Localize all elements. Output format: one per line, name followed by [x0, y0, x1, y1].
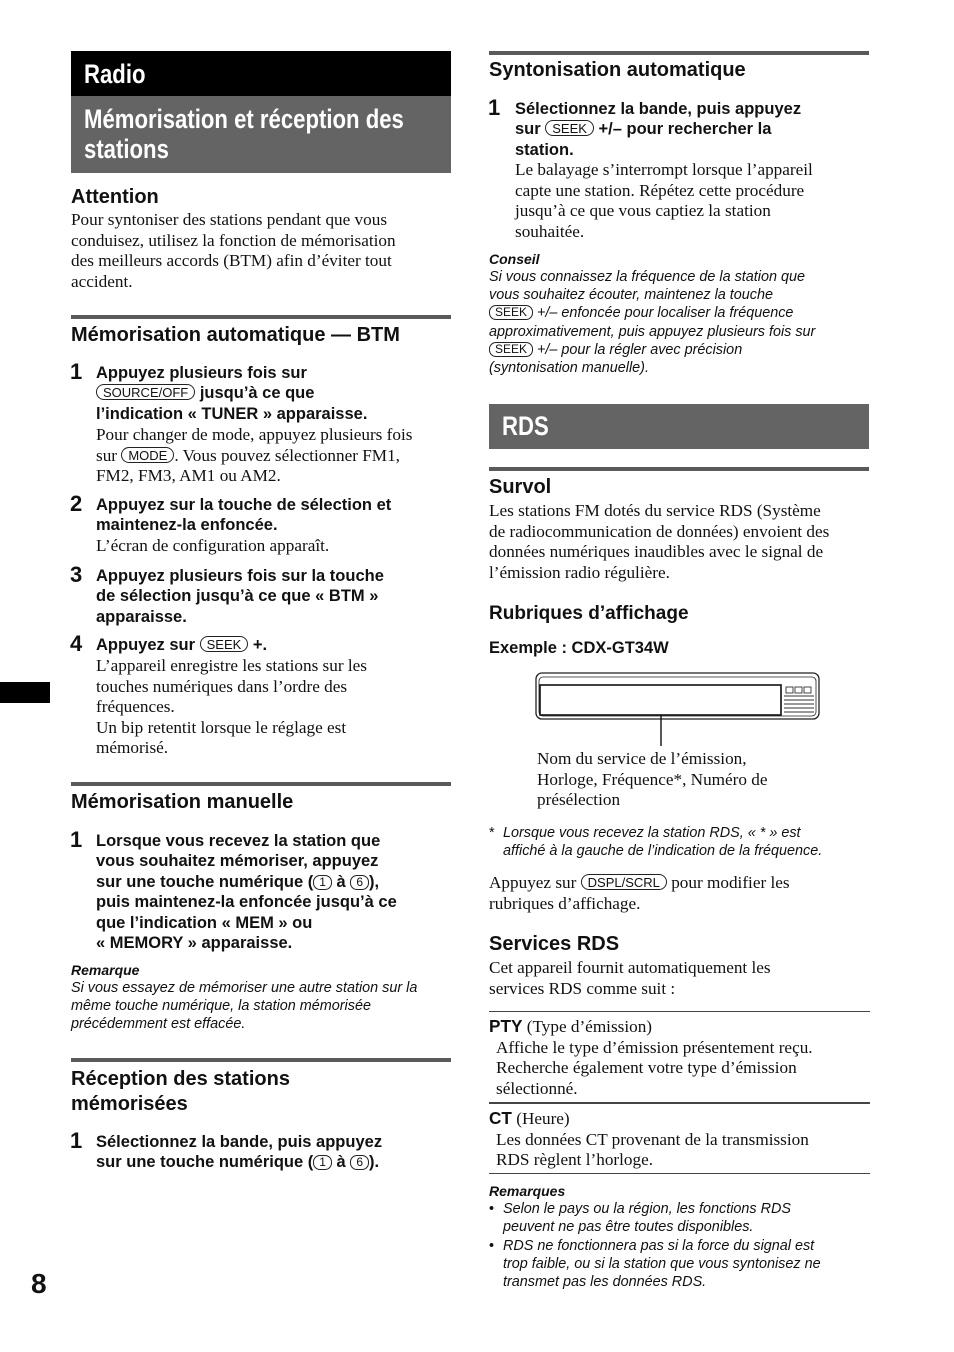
- text-line: rubriques d’affichage.: [489, 893, 641, 913]
- text-fragment: sur: [96, 445, 122, 465]
- text-line: Si vous essayez de mémoriser une autre station sur la: [71, 980, 418, 996]
- table-rule: [489, 1173, 870, 1174]
- text-line: l’émission radio régulière.: [489, 562, 670, 582]
- section-rule: [489, 467, 869, 471]
- text-line: station.: [515, 140, 574, 159]
- manual-step1-instruction: [96, 831, 456, 953]
- text-fragment: Appuyez sur: [489, 873, 581, 892]
- text-line: Sélectionnez la bande, puis appuyez: [96, 1133, 383, 1151]
- text-fragment: +/– pour la régler avec précision: [533, 341, 743, 358]
- display-caption: [537, 749, 867, 811]
- preset-6-key: 6: [350, 875, 369, 890]
- text-line: RDS ne fonctionnera pas si la force du signal est: [503, 1238, 815, 1254]
- attention-title: Attention: [71, 186, 159, 208]
- text-line: précédemment est effacée.: [71, 1016, 246, 1033]
- text-line: souhaitée.: [515, 221, 585, 241]
- radio-header-title: Radio: [84, 59, 146, 89]
- text-line: [96, 1152, 456, 1172]
- text-fragment: jusqu’à ce que: [195, 384, 315, 403]
- text-line: [96, 872, 456, 892]
- service-paren: (Type d’émission): [522, 1017, 653, 1036]
- text-line: Pour changer de mode, appuyez plusieurs fois: [96, 425, 413, 444]
- seek-key: SEEK: [545, 120, 594, 136]
- text-line: que l’indication « MEM » ou: [96, 913, 313, 932]
- text-line: sélectionné.: [496, 1078, 578, 1098]
- text-line: même touche numérique, la station mémorisée: [71, 998, 371, 1015]
- text-line: Horloge, Fréquence*, Numéro de: [537, 769, 768, 789]
- table-rule: [489, 1102, 870, 1104]
- text-line: Sélectionnez la bande, puis appuyez: [515, 100, 802, 118]
- manual-title: Mémorisation manuelle: [71, 791, 294, 813]
- text-line: FM2, FM3, AM1 ou AM2.: [96, 466, 281, 486]
- section-rule: [71, 782, 451, 786]
- section-rule: [71, 1058, 451, 1062]
- text-line: Lorsque vous recevez la station que: [96, 832, 381, 850]
- text-line: Appuyez plusieurs fois sur: [96, 364, 307, 382]
- text-line: trop faible, ou si la station que vous syntonisez ne: [503, 1256, 821, 1273]
- remarks-title: Remarques: [489, 1183, 566, 1199]
- seek-key: SEEK: [489, 342, 533, 357]
- btm-step2-detail: [96, 536, 456, 557]
- text-line: services RDS comme suit :: [489, 978, 676, 998]
- text-line: [515, 119, 875, 139]
- page-edge-tab: [0, 682, 50, 703]
- page-number: 8: [31, 1268, 47, 1299]
- text-line: capte une station. Répétez cette procédure: [515, 180, 805, 200]
- text-line: [96, 446, 456, 467]
- step-number: 4: [70, 631, 83, 656]
- text-line: Appuyez sur la touche de sélection et: [96, 496, 392, 514]
- display-text-area: [540, 685, 781, 715]
- text-line: Un bip retentit lorsque le réglage est: [96, 717, 347, 737]
- title-line: mémorisées: [71, 1093, 188, 1115]
- rds-header-title: RDS: [502, 411, 549, 441]
- display-example-label: Exemple : CDX-GT34W: [489, 639, 669, 657]
- remark-bullet: •: [489, 1201, 495, 1217]
- text-line: conduisez, utilisez la fonction de mémorisation: [71, 230, 396, 250]
- text-line: fréquences.: [96, 697, 175, 717]
- text-fragment: ).: [369, 1153, 380, 1172]
- text-line: apparaisse.: [96, 607, 187, 626]
- text-line: vous souhaitez écouter, maintenez la touche: [489, 287, 773, 304]
- preset-1-key: 1: [313, 875, 332, 890]
- dspl-scrl-key: DSPL/SCRL: [581, 874, 667, 890]
- text-line: Le balayage s’interrompt lorsque l’appareil: [515, 160, 813, 179]
- auto-tuning-title: Syntonisation automatique: [489, 59, 746, 81]
- recall-title: [71, 1067, 290, 1117]
- step-number: 1: [70, 827, 83, 852]
- text-fragment: à: [331, 1153, 351, 1172]
- text-fragment: +/– enfoncée pour localiser la fréquence: [533, 305, 794, 322]
- text-line: Les données CT provenant de la transmission: [496, 1129, 809, 1149]
- text-line: Nom du service de l’émission,: [537, 749, 747, 768]
- section-header-line1: Mémorisation et réception des: [84, 104, 404, 134]
- text-line: peuvent ne pas être toutes disponibles.: [503, 1219, 754, 1236]
- text-line: jusqu’à ce que vous captiez la station: [515, 201, 771, 221]
- text-line: données numériques inaudibles avec le signal de: [489, 542, 824, 562]
- text-line: (syntonisation manuelle).: [489, 360, 649, 377]
- text-line: mémorisé.: [96, 738, 169, 758]
- text-fragment: sur: [515, 120, 546, 139]
- service-term: PTY: [489, 1016, 523, 1036]
- display-illustration: [535, 672, 822, 748]
- text-line: [96, 635, 456, 655]
- text-fragment: ),: [369, 872, 380, 891]
- preset-1-key: 1: [313, 1155, 332, 1170]
- rds-services-title: Services RDS: [489, 933, 620, 955]
- tip-title: Conseil: [489, 251, 540, 267]
- text-line: approximativement, puis appuyez plusieurs fois sur: [489, 323, 816, 340]
- text-line: Si vous connaissez la fréquence de la station que: [489, 269, 805, 285]
- text-line: transmet pas les données RDS.: [503, 1274, 707, 1291]
- text-fragment: pour modifier les: [666, 873, 790, 892]
- display-items-title: Rubriques d’affichage: [489, 603, 689, 624]
- text-line: présélection: [537, 790, 621, 810]
- text-line: de sélection jusqu’à ce que « BTM »: [96, 587, 379, 606]
- seek-key: SEEK: [489, 305, 533, 320]
- text-line: puis maintenez-la enfoncée jusqu’à ce: [96, 893, 397, 912]
- step-number: 1: [70, 359, 83, 384]
- text-line: [489, 304, 874, 322]
- text-line: Cet appareil fournit automatiquement les: [489, 958, 771, 977]
- text-line: vous souhaitez mémoriser, appuyez: [96, 852, 379, 871]
- service-term: CT: [489, 1108, 512, 1128]
- text-line: l’indication « TUNER » apparaisse.: [96, 404, 368, 423]
- text-fragment: sur une touche numérique (: [96, 1153, 314, 1172]
- step-number: 2: [70, 491, 83, 516]
- remark-text: [71, 979, 456, 1034]
- remark-bullet: •: [489, 1238, 495, 1254]
- tip-text: [489, 268, 874, 377]
- text-fragment: +.: [248, 636, 268, 654]
- text-line: de radiocommunication de données) envoient des: [489, 521, 830, 541]
- remark-item: [503, 1200, 873, 1236]
- overview-title: Survol: [489, 476, 552, 498]
- radio-header: [71, 51, 451, 96]
- auto-step1-detail: [515, 160, 875, 242]
- text-line: [489, 1108, 874, 1130]
- seek-key: SEEK: [200, 636, 249, 652]
- text-line: L’écran de configuration apparaît.: [96, 536, 330, 555]
- text-fragment: . Vous pouvez sélectionner FM1,: [174, 445, 400, 465]
- text-line: [489, 341, 874, 359]
- section-header-memorisation: [71, 96, 451, 173]
- text-line: accident.: [71, 271, 133, 291]
- step-number: 3: [70, 562, 83, 587]
- text-line: affiché à la gauche de l’indication de la fréquence.: [503, 843, 823, 860]
- remark-title: Remarque: [71, 962, 140, 978]
- text-line: des meilleurs accords (BTM) afin d’éviter tout: [71, 251, 392, 271]
- section-rule: [489, 51, 869, 55]
- recall-step1-instruction: [96, 1132, 456, 1173]
- source-off-key: SOURCE/OFF: [96, 384, 195, 400]
- mode-key: MODE: [121, 447, 174, 463]
- display-press-text: [489, 873, 874, 914]
- text-line: touches numériques dans l’ordre des: [96, 676, 348, 696]
- text-fragment: à: [331, 872, 351, 891]
- btm-step2-instruction: [96, 495, 456, 536]
- step-number: 1: [70, 1128, 83, 1153]
- remark-item: [503, 1237, 873, 1292]
- footnote-text: [503, 824, 873, 860]
- text-line: [489, 873, 874, 894]
- btm-title: Mémorisation automatique — BTM: [71, 324, 400, 346]
- text-line: Appuyez plusieurs fois sur la touche: [96, 567, 384, 585]
- text-line: L’appareil enregistre les stations sur les: [96, 656, 367, 675]
- text-fragment: sur une touche numérique (: [96, 872, 314, 891]
- title-line: Réception des stations: [71, 1068, 290, 1090]
- text-line: Les stations FM dotés du service RDS (Système: [489, 501, 821, 520]
- text-line: [489, 1016, 874, 1038]
- btm-step3-instruction: [96, 566, 456, 627]
- step-number: 1: [488, 95, 501, 120]
- service-paren: (Heure): [511, 1109, 570, 1128]
- text-line: [96, 383, 456, 403]
- btm-step4-instruction: [96, 635, 456, 655]
- section-header-line2: stations: [84, 134, 169, 164]
- text-fragment: +/– pour rechercher la: [593, 120, 772, 139]
- rds-header: [489, 404, 869, 449]
- text-line: « MEMORY » apparaisse.: [96, 934, 293, 953]
- text-line: maintenez-la enfoncée.: [96, 516, 278, 535]
- btm-step1-detail: [96, 425, 456, 487]
- section-rule: [71, 315, 451, 319]
- text-line: Selon le pays ou la région, les fonctions RDS: [503, 1201, 791, 1217]
- footnote-mark: *: [489, 825, 495, 841]
- text-line: Pour syntoniser des stations pendant que vous: [71, 210, 388, 229]
- rds-service-ct: [489, 1108, 874, 1171]
- text-line: Affiche le type d’émission présentement reçu.: [496, 1037, 813, 1057]
- rds-services-intro: [489, 958, 874, 999]
- text-line: Recherche également votre type d’émission: [496, 1058, 797, 1078]
- text-line: Lorsque vous recevez la station RDS, « * » est: [503, 825, 801, 841]
- overview-text: [489, 501, 874, 583]
- service-description: [489, 1038, 874, 1100]
- btm-step4-detail: [96, 656, 456, 759]
- auto-step1-instruction: [515, 99, 875, 160]
- table-rule: [489, 1011, 870, 1012]
- rds-service-pty: [489, 1016, 874, 1099]
- service-description: [489, 1130, 874, 1171]
- text-line: RDS règlent l’horloge.: [496, 1150, 654, 1170]
- preset-6-key: 6: [350, 1155, 369, 1170]
- text-fragment: Appuyez sur: [96, 636, 200, 654]
- attention-text: [71, 210, 451, 292]
- btm-step1-instruction: [96, 363, 456, 424]
